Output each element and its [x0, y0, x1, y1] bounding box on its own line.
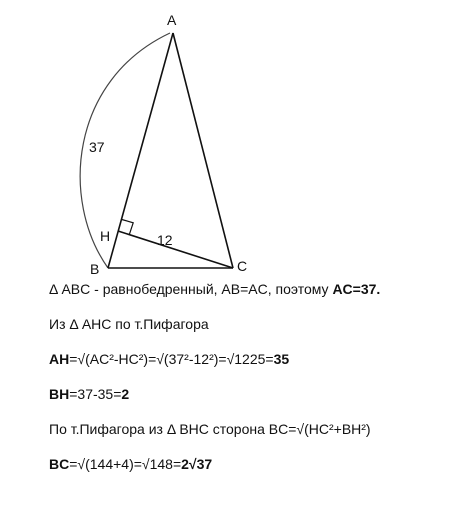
solution-line-1 [49, 280, 459, 298]
vertex-label-h: H [100, 228, 111, 244]
line4-bold-start: BH [49, 386, 70, 402]
solution-line-4 [49, 385, 459, 403]
line6-bold-end: 2√37 [181, 456, 213, 472]
line1-text: Δ ABC - равнобедренный, AB=AC, поэтому [49, 281, 333, 297]
line5-text: По т.Пифагора из Δ BHC сторона BC=√(HC²+BH²) [49, 421, 371, 437]
vertex-label-b: B [90, 261, 100, 277]
vertex-label-c: C [237, 258, 248, 274]
line6-text: =√(144+4)=√148= [69, 456, 182, 472]
line3-bold-end: 35 [273, 351, 290, 367]
edge-label-ab: 37 [89, 139, 105, 155]
edge-label-hc: 12 [157, 232, 173, 248]
line1-bold: AC=37. [332, 281, 381, 297]
solution-text [49, 280, 459, 490]
line4-bold-end: 2 [121, 386, 130, 402]
line6-bold-start: BC [49, 456, 70, 472]
line4-text: =37-35= [69, 386, 122, 402]
solution-line-3 [49, 350, 459, 368]
solution-line-5 [49, 420, 459, 438]
solution-line-6 [49, 455, 459, 473]
side-ac [173, 33, 233, 268]
line3-text: =√(AC²-HC²)=√(37²-12²)=√1225= [69, 351, 274, 367]
line3-bold-start: AH [49, 351, 70, 367]
solution-line-2 [49, 315, 459, 333]
segment-ch [118, 231, 233, 268]
line2-text: Из Δ AHC по т.Пифагора [49, 316, 209, 332]
vertex-label-a: A [167, 12, 177, 28]
